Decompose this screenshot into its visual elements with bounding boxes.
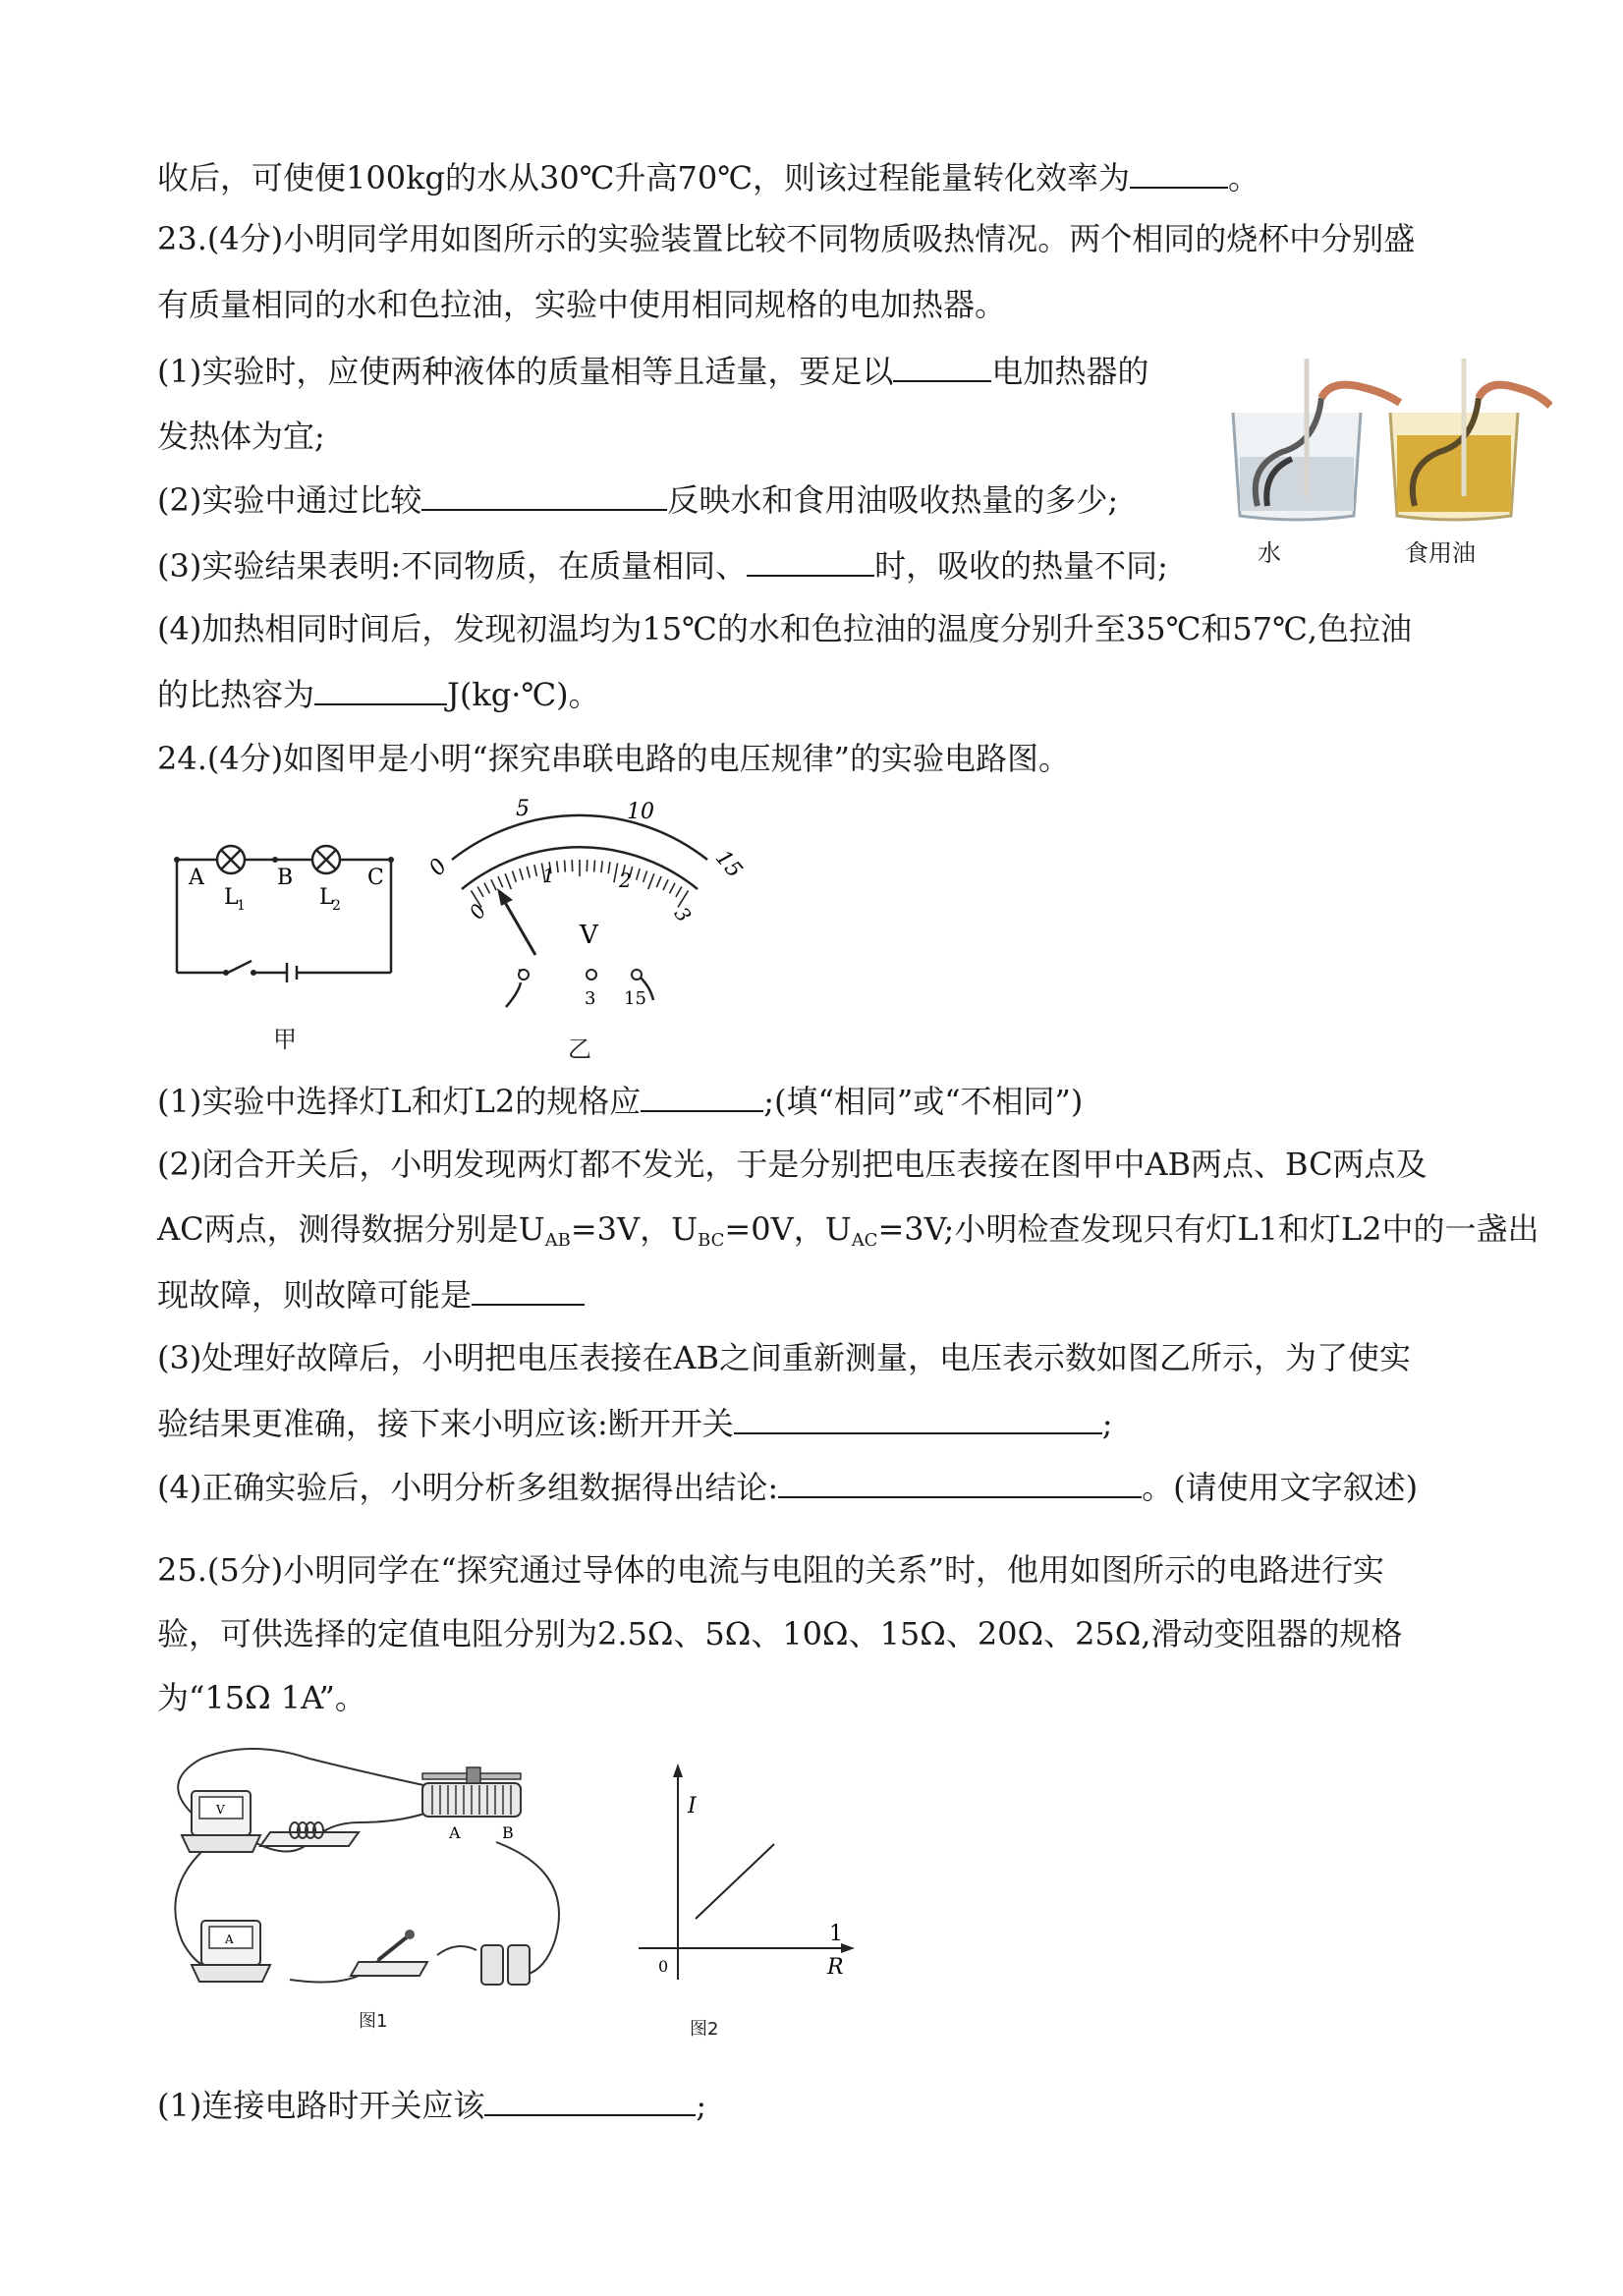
q23-blank-2[interactable] [421, 479, 667, 511]
q24-part3-cont: 验结果更准确，接下来小明应该:断开开关 ; [157, 1405, 1113, 1442]
beakers-illustration [1218, 359, 1552, 526]
series-circuit [167, 806, 403, 982]
q23-head-2: 有质量相同的水和色拉油，实验中使用相同规格的电加热器。 [157, 286, 1007, 323]
terminal-15: 15 [624, 988, 646, 1009]
voltmeter-caption: 乙 [568, 1036, 591, 1063]
q24-blank-2[interactable] [472, 1274, 585, 1306]
scale-tick [676, 886, 682, 896]
fig2-caption: 图2 [690, 2019, 719, 2040]
node-B: B [277, 866, 294, 890]
q23-part4: (4)加热相同时间后，发现初温均为15℃的水和色拉油的温度分别升至35℃和57℃,色拉油 [157, 610, 1413, 647]
fig1-voltmeter-label: V [216, 1803, 225, 1817]
scale-tick [644, 871, 647, 882]
scale-tick [505, 873, 511, 889]
scale-tick [520, 868, 523, 879]
physical-circuit [162, 1744, 604, 1999]
voltmeter-dial [422, 786, 756, 1022]
physical-circuit-figure [162, 1744, 604, 2039]
scale-tick [637, 868, 640, 879]
graph-origin: 0 [658, 1957, 669, 1976]
fig1-ammeter-label: A [225, 1932, 234, 1946]
circuit-diagram [167, 806, 403, 1061]
q24-blank-4[interactable] [778, 1467, 1142, 1498]
node-A: A [189, 866, 204, 890]
q25-head-1: 25.(5分)小明同学在“探究通过导体的电流与电阻的关系”时，他用如图所示的电路进行实 [157, 1551, 1384, 1589]
q24-blank-3[interactable] [734, 1403, 1102, 1434]
q23-part1: (1)实验时，应使两种液体的质量相等且适量，要足以 电加热器的 [157, 353, 1149, 390]
q23-blank-1[interactable] [893, 351, 991, 382]
lamp-L1-label: L [224, 885, 239, 910]
q25-head-3: 为“15Ω 1A”。 [157, 1679, 366, 1716]
scale-tick [564, 861, 565, 872]
scale-tick [601, 861, 602, 872]
scale-top-15: 15 [709, 846, 748, 883]
scale-tick [594, 861, 595, 872]
scale-tick [512, 871, 516, 882]
q23-head-1: 23.(4分)小明同学用如图所示的实验装置比较不同物质吸热情况。两个相同的烧杯中分别盛 [157, 220, 1416, 257]
q23-part4-cont: 的比热容为 J(kg·℃)。 [157, 676, 600, 713]
rheostat-terminal-A: A [449, 1823, 461, 1842]
q25-head-2: 验，可供选择的定值电阻分别为2.5Ω、5Ω、10Ω、15Ω、20Ω、25Ω,滑动变阻器的规格 [157, 1615, 1403, 1652]
q24-head: 24.(4分)如图甲是小明“探究串联电路的电压规律”的实验电路图。 [157, 740, 1070, 777]
q22-blank[interactable] [1130, 157, 1228, 189]
graph-y-label: I [688, 1794, 697, 1819]
scale-bottom-1: 1 [542, 864, 555, 887]
q24-part4: (4)正确实验后，小明分析多组数据得出结论: 。(请使用文字叙述) [157, 1469, 1419, 1506]
scale-tick [614, 864, 618, 883]
scale-tick [527, 867, 530, 878]
scale-tick [484, 883, 490, 894]
scale-bottom-3: 3 [669, 902, 697, 926]
scale-top-0: 0 [424, 854, 453, 881]
graph-x-denominator: R [827, 1955, 844, 1980]
q24-part2: (2)闭合开关后，小明发现两灯都不发光，于是分别把电压表接在图甲中AB两点、BC两点及 [157, 1146, 1427, 1183]
q24-blank-1[interactable] [641, 1081, 763, 1112]
voltmeter-figure [422, 786, 756, 1071]
lamp-L2-label: L [319, 885, 334, 910]
graph-x-numerator: 1 [829, 1922, 843, 1946]
circuit-caption: 甲 [273, 1026, 297, 1053]
q23-part2: (2)实验中通过比较 反映水和食用油吸收热量的多少; [157, 481, 1119, 519]
scale-tick [648, 873, 654, 889]
scale-tick [557, 861, 558, 872]
beakers-figure [1218, 359, 1552, 580]
scale-top-10: 10 [627, 800, 654, 824]
scale-tick [656, 876, 661, 887]
scale-tick [670, 883, 676, 894]
scale-tick [477, 886, 483, 896]
unit-V: V [580, 921, 598, 950]
terminal-3: 3 [585, 988, 596, 1009]
scale-bottom-2: 2 [619, 868, 632, 892]
q22-text: 收后，可使便100kg的水从30℃升高70℃，则该过程能量转化效率为 [157, 159, 1130, 196]
terminal-neg: - [518, 959, 525, 980]
scale-bottom-0: 0 [464, 899, 491, 924]
beaker-label-oil: 食用油 [1405, 539, 1476, 567]
q24-part2-cont: AC两点，测得数据分别是$U_{AB}=3V$，$U_{BC}=0V$，$U_{AC}=3V$;小明检查发现只有灯L1和灯L2中的一盏出 [157, 1210, 1539, 1251]
q23-part1-cont: 发热体为宜; [157, 418, 325, 455]
q23-blank-3[interactable] [747, 545, 874, 577]
q25-part1: (1)连接电路时开关应该 ; [157, 2087, 707, 2124]
fig1-caption: 图1 [359, 2011, 388, 2032]
node-C: C [367, 866, 384, 890]
scale-tick [663, 879, 668, 890]
rheostat-terminal-B: B [502, 1823, 514, 1842]
q24-part3: (3)处理好故障后，小明把电压表接在AB之间重新测量，电压表示数如图乙所示，为了使实 [157, 1339, 1411, 1376]
scale-tick [608, 862, 610, 873]
q24-part2-end: 现故障，则故障可能是 [157, 1274, 585, 1315]
lamp-L1-sub: 1 [237, 898, 246, 914]
q24-part1: (1)实验中选择灯L和灯L2的规格应 ;(填“相同”或“不相同”) [157, 1083, 1084, 1120]
scale-tick [534, 865, 537, 876]
scale-tick [491, 879, 496, 890]
q25-blank-1[interactable] [484, 2085, 696, 2116]
I-vs-inverse-R-graph [619, 1754, 865, 1999]
lamp-L2-sub: 2 [332, 898, 341, 914]
scale-top-5: 5 [516, 797, 530, 821]
scale-tick [498, 876, 503, 887]
q22-line: 收后，可使便100kg的水从30℃升高70℃，则该过程能量转化效率为 。 [157, 159, 1260, 196]
beaker-label-water: 水 [1258, 539, 1281, 567]
q23-blank-4[interactable] [314, 674, 447, 705]
q23-part3: (3)实验结果表明:不同物质，在质量相同、 时，吸收的热量不同; [157, 547, 1168, 585]
graph-figure [619, 1754, 865, 2048]
